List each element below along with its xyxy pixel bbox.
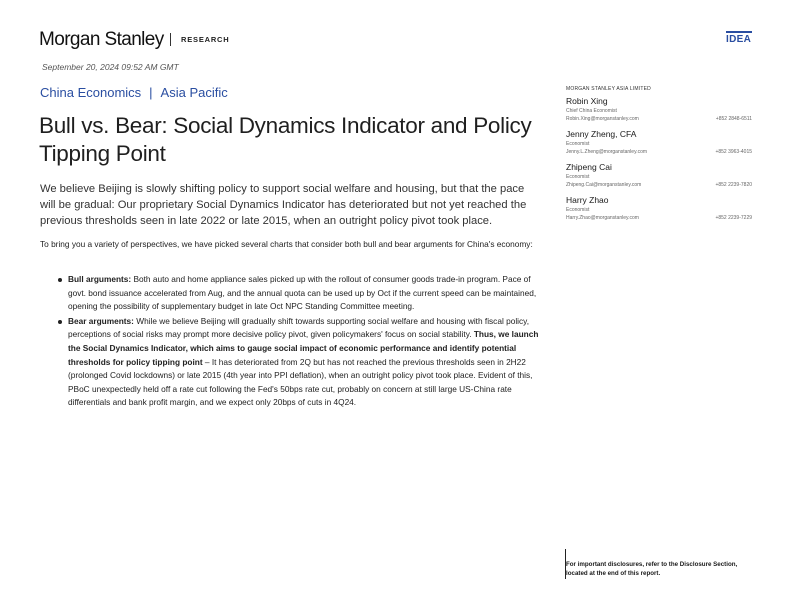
analyst-card <box>566 162 752 189</box>
bear-text-c: – It has deteriorated from 2Q but has not reached the previous thresholds seen in 2H22 (prolonged Covid lockdowns) or late 2015 (4th year into PPI deflation), when an outright policy pivot took place. Evident of this, PBoC unexpectedly held off a rate cut following the Fed's 50bps rate cut, probably on concern at still large US-China rate differentials and bank profit margin, and we expect only 20bps of cuts in 4Q24. <box>68 356 533 408</box>
entity-name: MORGAN STANLEY ASIA LIMITED <box>566 86 651 92</box>
analyst-phone: +852 3963-4015 <box>715 149 752 155</box>
analyst-email[interactable]: Robin.Xing@morganstanley.com <box>566 116 639 122</box>
bullet-dot <box>58 320 62 324</box>
bull-label: Bull arguments: <box>68 274 132 284</box>
analyst-contact <box>566 115 752 123</box>
analyst-name: Robin Xing <box>566 96 608 106</box>
header-divider <box>170 33 171 46</box>
analyst-card <box>566 195 752 222</box>
analyst-email[interactable]: Harry.Zhao@morganstanley.com <box>566 215 639 221</box>
analyst-role: Economist <box>566 207 590 213</box>
analyst-sidebar <box>566 86 752 228</box>
analyst-phone: +852 2239-7229 <box>715 215 752 221</box>
list-item-bear <box>56 315 542 410</box>
argument-list <box>56 273 542 411</box>
analyst-contact <box>566 214 752 222</box>
analyst-role: Chief China Economist <box>566 108 617 114</box>
analyst-email[interactable]: Zhipeng.Cai@morganstanley.com <box>566 182 642 188</box>
list-item-bull <box>56 273 542 314</box>
analyst-phone: +852 2239-7820 <box>715 182 752 188</box>
brand-logo: Morgan Stanley <box>39 29 164 50</box>
analyst-contact <box>566 148 752 156</box>
analyst-contact <box>566 181 752 189</box>
lead-paragraph: We believe Beijing is slowly shifting policy to support social welfare and housing, but that the pace will be gradual: Our proprietary Social Dynamics Indicator has deteriorated but not yet reached the previous thresholds seen in late 2022 or late 2015, when an outright policy pivot took place. <box>40 183 527 227</box>
idea-tag: IDEA <box>726 34 752 45</box>
analyst-email[interactable]: Jenny.L.Zheng@morganstanley.com <box>566 149 648 155</box>
analyst-role: Economist <box>566 174 590 180</box>
bullet-dot <box>58 278 62 282</box>
category-secondary[interactable]: Asia Pacific <box>160 85 228 100</box>
analyst-card <box>566 129 752 156</box>
bear-text-bold: Thus, we launch the Social Dynamics Indicator, which aims to gauge social impact of economic performance and identify potential thresholds for policy tipping point <box>68 329 539 367</box>
idea-accent-bar <box>726 31 752 33</box>
intro-paragraph: To bring you a variety of perspectives, we have picked several charts that consider both bull and bear arguments for China's economy: <box>40 239 533 249</box>
disclosure-note: For important disclosures, refer to the Disclosure Section, located at the end of this report. <box>566 561 738 577</box>
category-primary[interactable]: China Economics <box>40 85 142 100</box>
analyst-name: Harry Zhao <box>566 195 609 205</box>
analyst-name: Zhipeng Cai <box>566 162 612 172</box>
category-separator: | <box>149 85 153 100</box>
analyst-card <box>566 96 752 123</box>
bear-text-a: While we believe Beijing will gradually shift towards supporting social welfare and housing with fiscal policy, perceptions of social risks may prompt more decisive policy pivot, given policymakers' focus on social stability. <box>68 315 529 340</box>
section-label: RESEARCH <box>181 35 230 44</box>
category-breadcrumb <box>40 85 228 100</box>
analyst-phone: +852 2848-6511 <box>715 116 752 122</box>
publish-date: September 20, 2024 09:52 AM GMT <box>42 62 179 72</box>
bear-label: Bear arguments: <box>68 315 134 326</box>
analyst-role: Economist <box>566 141 590 147</box>
analyst-name: Jenny Zheng, CFA <box>566 129 637 139</box>
bull-text: Both auto and home appliance sales picked up with the rollout of consumer goods trade-in program. Pace of govt. bond issuance accelerated from Aug, and the annual quota can be used up by Oct if the current speed can be maintained, opening the possibility of supplementary budget in late Oct NPC Standing Committee meeting. <box>68 274 537 312</box>
report-title: Bull vs. Bear: Social Dynamics Indicator and Policy Tipping Point <box>39 113 532 166</box>
